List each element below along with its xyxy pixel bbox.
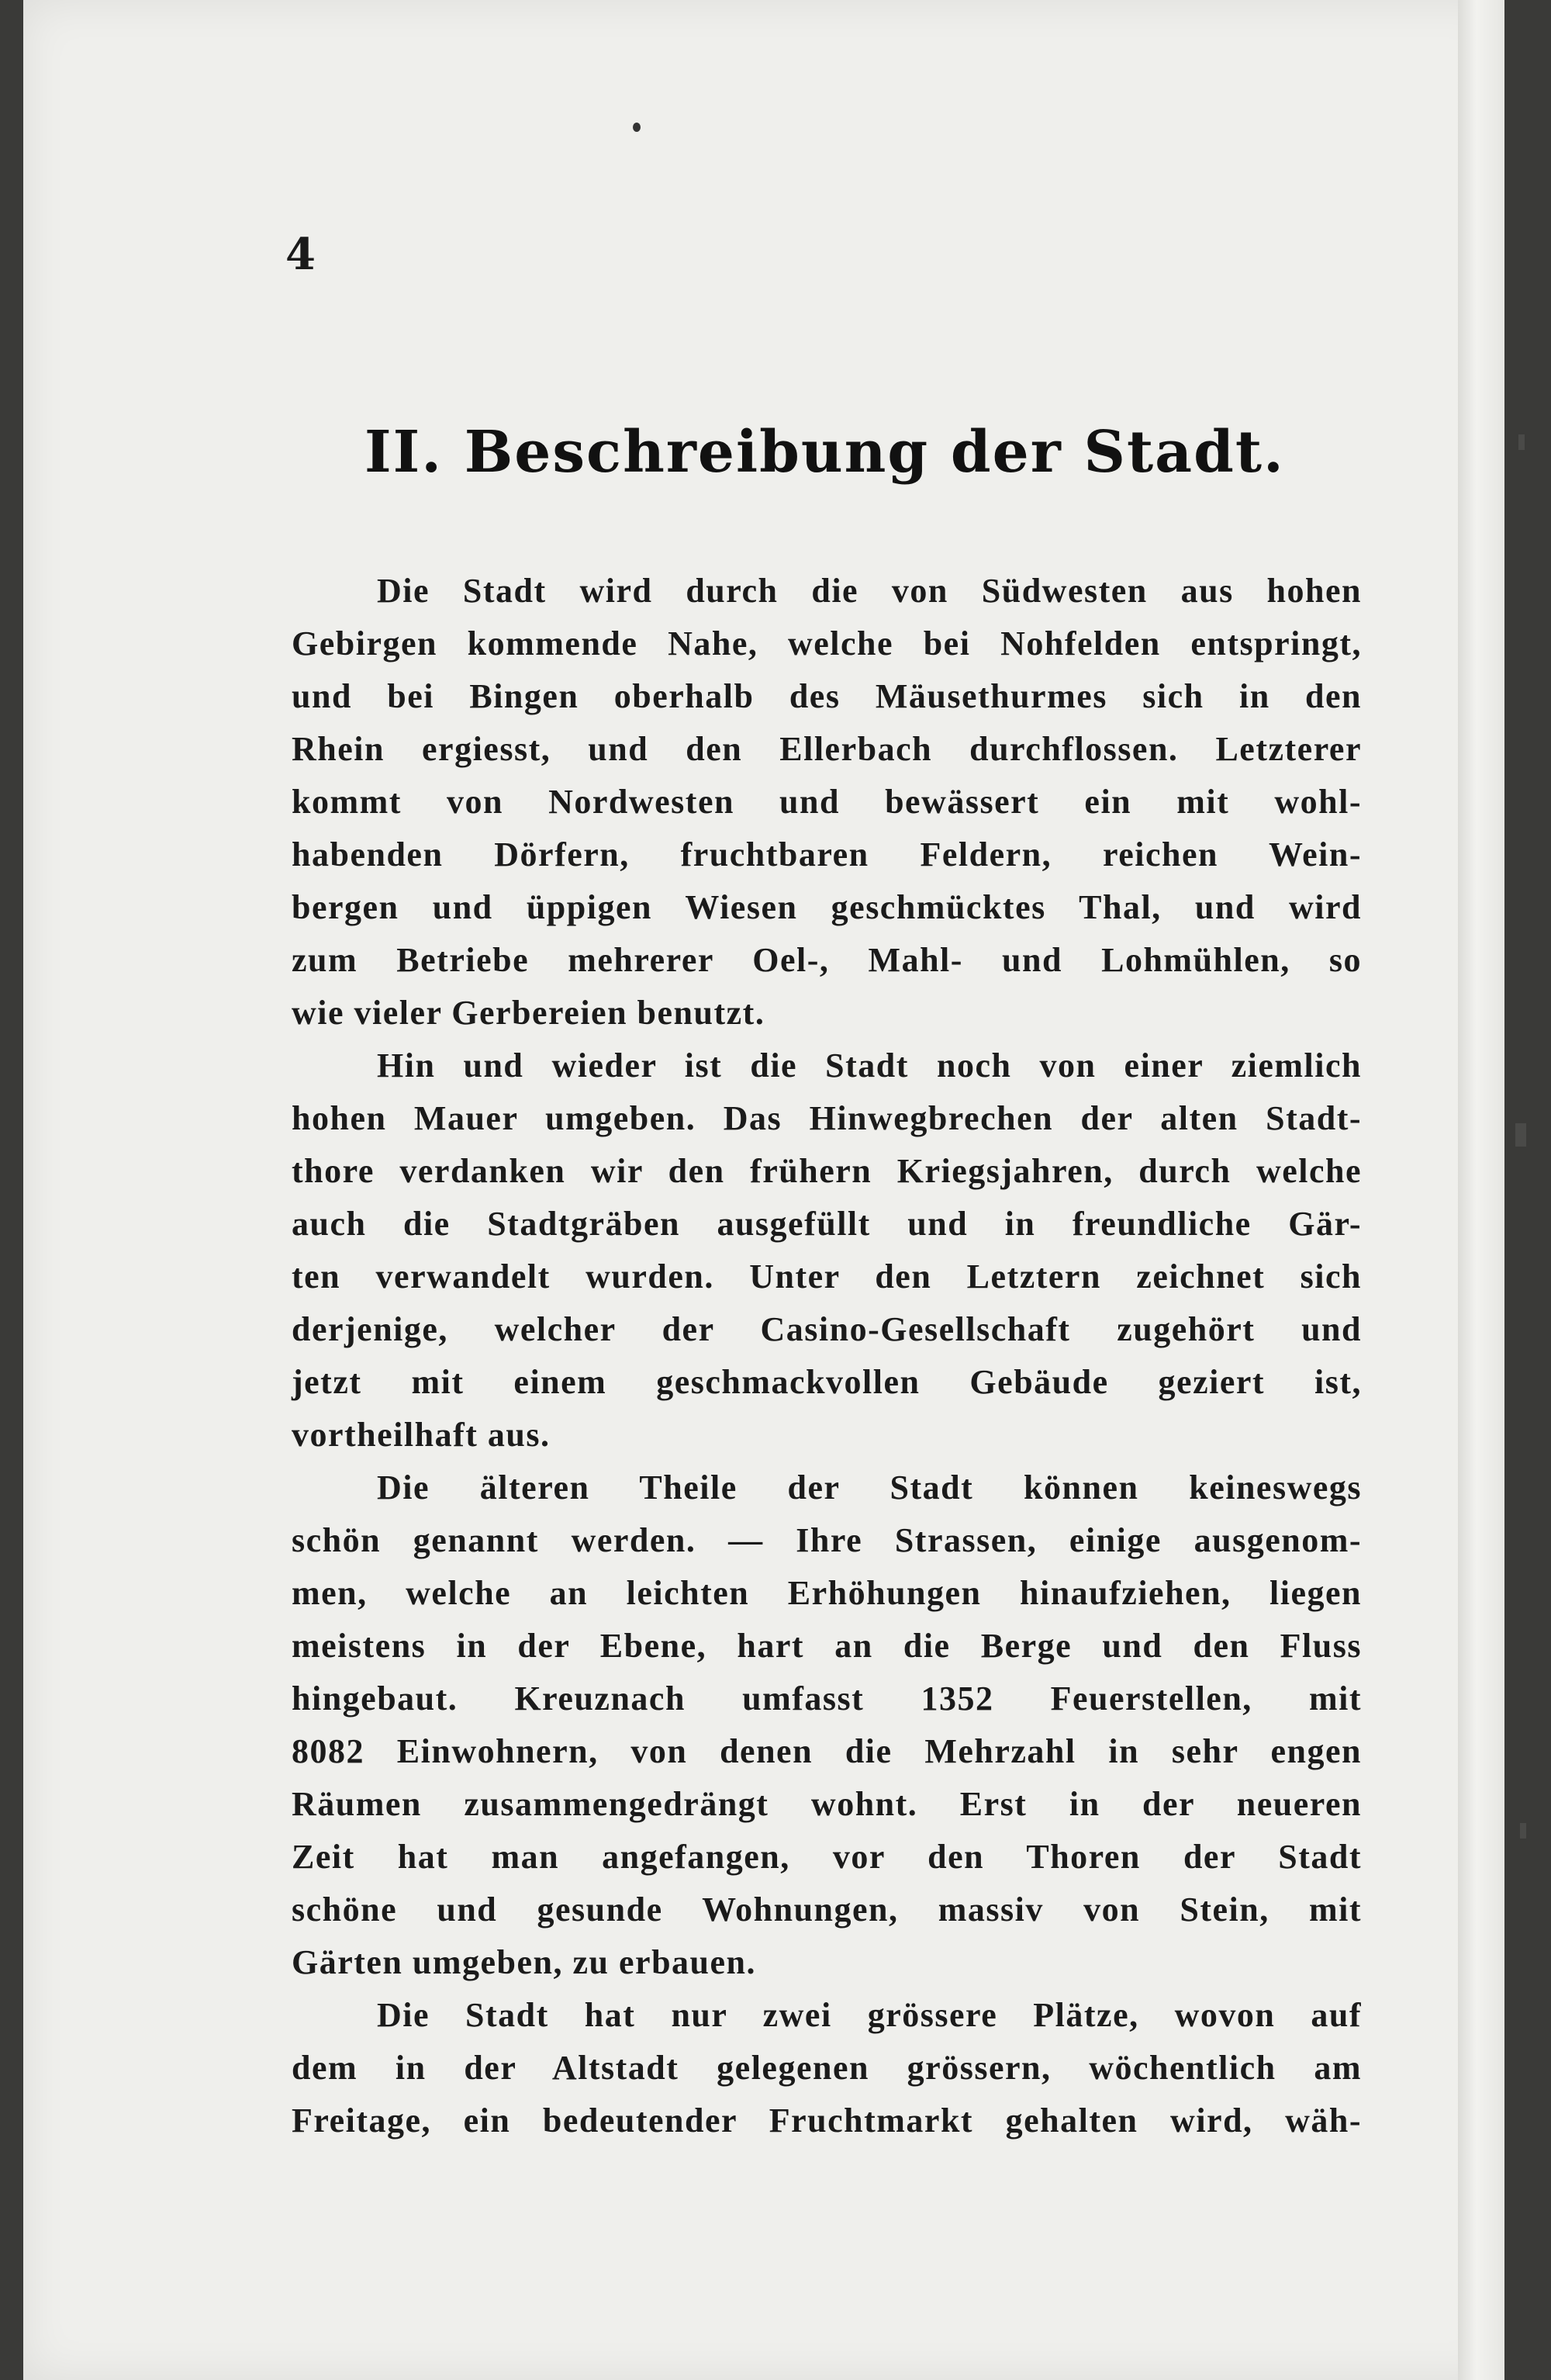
text-line: Freitage, ein bedeutender Fruchtmarkt gehalten wird, wäh-	[292, 2102, 1362, 2140]
text-line: Gärten umgeben, zu erbauen.	[292, 1943, 757, 1981]
text-line: Die älteren Theile der Stadt können keineswegs	[377, 1468, 1362, 1507]
text-line: ten verwandelt wurden. Unter den Letztern zeichnet sich	[292, 1257, 1362, 1296]
text-line: zum Betriebe mehrerer Oel-, Mahl- und Lohmühlen, so	[292, 941, 1362, 979]
paragraph-1	[292, 565, 1362, 1040]
text-line: Rhein ergiesst, und den Ellerbach durchflossen. Letzterer	[292, 730, 1362, 768]
text-line: bergen und üppigen Wiesen geschmücktes Thal, und wird	[292, 888, 1362, 926]
text-line: Hin und wieder ist die Stadt noch von einer ziemlich	[377, 1046, 1362, 1084]
text-line: Die Stadt wird durch die von Südwesten aus hohen	[377, 572, 1362, 610]
text-line: 8082 Einwohnern, von denen die Mehrzahl in sehr engen	[292, 1732, 1362, 1770]
paragraph-4	[292, 1989, 1362, 2147]
text-line: wie vieler Gerbereien benutzt.	[292, 994, 765, 1032]
paragraph-2	[292, 1040, 1362, 1462]
text-line: thore verdanken wir den frühern Kriegsjahren, durch welche	[292, 1152, 1362, 1190]
text-line: schöne und gesunde Wohnungen, massiv von Stein, mit	[292, 1891, 1362, 1929]
text-line: habenden Dörfern, fruchtbaren Feldern, reichen Wein-	[292, 835, 1362, 873]
text-line: vortheilhaft aus.	[292, 1416, 551, 1454]
margin-mark	[1515, 1123, 1526, 1147]
text-line: hohen Mauer umgeben. Das Hinwegbrechen der alten Stadt-	[292, 1099, 1362, 1137]
paragraph-3	[292, 1462, 1362, 1989]
ink-dot	[633, 123, 641, 132]
book-page	[23, 0, 1504, 2380]
text-line: auch die Stadtgräben ausgefüllt und in freundliche Gär-	[292, 1205, 1362, 1243]
margin-mark	[1520, 1823, 1526, 1839]
text-line: jetzt mit einem geschmackvollen Gebäude geziert ist,	[292, 1363, 1362, 1401]
text-line: Gebirgen kommende Nahe, welche bei Nohfelden entspringt,	[292, 624, 1362, 662]
text-line: Die Stadt hat nur zwei grössere Plätze, wovon auf	[377, 1996, 1362, 2034]
text-line: dem in der Altstadt gelegenen grössern, wöchentlich am	[292, 2049, 1362, 2087]
margin-mark	[1518, 434, 1525, 450]
text-line: derjenige, welcher der Casino-Gesellschaft zugehört und	[292, 1310, 1362, 1348]
text-line: men, welche an leichten Erhöhungen hinaufziehen, liegen	[292, 1574, 1362, 1612]
text-line: meistens in der Ebene, hart an die Berge und den Fluss	[292, 1627, 1362, 1665]
body-text	[292, 565, 1362, 2147]
text-line: Räumen zusammengedrängt wohnt. Erst in der neueren	[292, 1785, 1362, 1823]
text-line: Zeit hat man angefangen, vor den Thoren der Stadt	[292, 1838, 1362, 1876]
text-line: schön genannt werden. — Ihre Strassen, einige ausgenom-	[292, 1521, 1362, 1559]
chapter-title: II. Beschreibung der Stadt.	[364, 419, 1285, 486]
page-number: 4	[285, 229, 316, 280]
page-edge	[1458, 0, 1504, 2380]
text-line: hingebaut. Kreuznach umfasst 1352 Feuerstellen, mit	[292, 1679, 1362, 1718]
text-line: und bei Bingen oberhalb des Mäusethurmes sich in den	[292, 677, 1362, 715]
text-line: kommt von Nordwesten und bewässert ein mit wohl-	[292, 783, 1362, 821]
